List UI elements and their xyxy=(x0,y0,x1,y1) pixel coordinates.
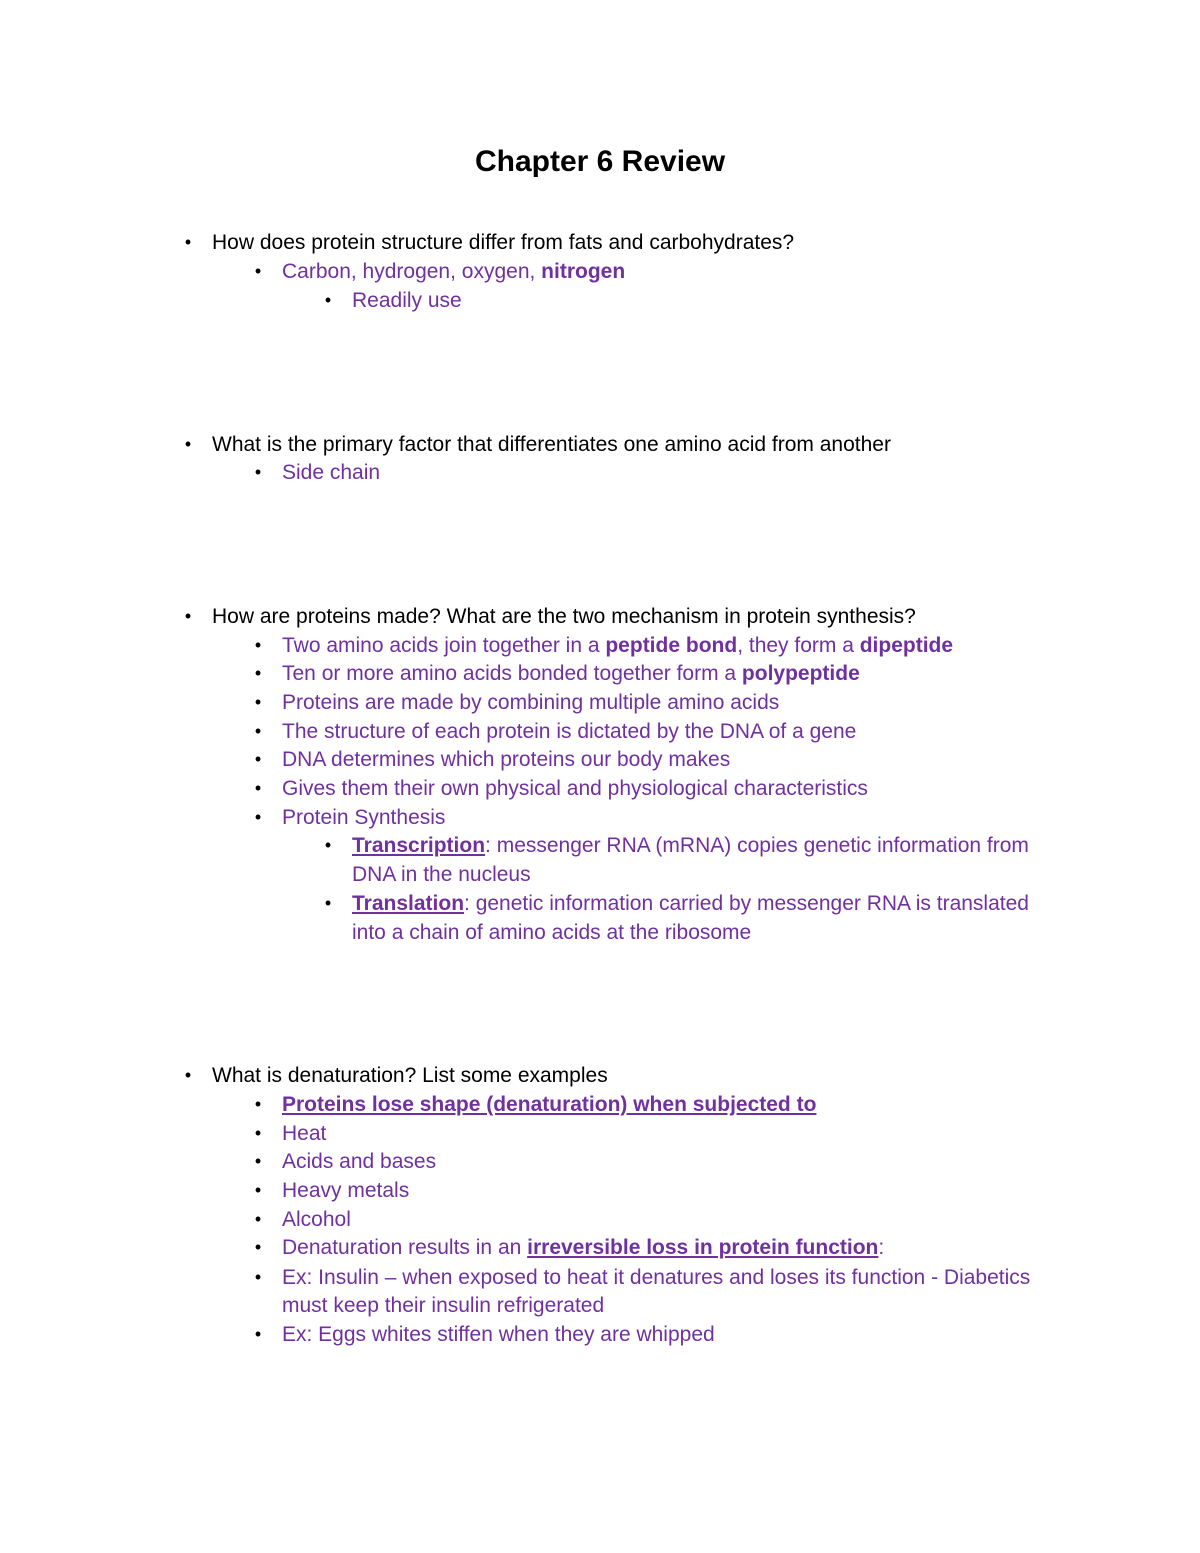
answer-polypeptide xyxy=(254,659,860,688)
answer-bold-term: dipeptide xyxy=(859,634,954,657)
answer-text: Acids and bases xyxy=(282,1150,437,1173)
bullet-icon: • xyxy=(324,835,332,855)
bullet-icon: • xyxy=(254,635,262,655)
bullet-icon: • xyxy=(254,1267,262,1287)
answer-translation-cont xyxy=(352,918,751,947)
question-protein-structure xyxy=(184,228,795,257)
answer-alcohol xyxy=(254,1205,351,1234)
bullet-icon: • xyxy=(184,232,192,252)
question-denaturation xyxy=(184,1061,608,1090)
answer-text: The structure of each protein is dictated by the DNA of a gene xyxy=(282,720,857,743)
bullet-icon: • xyxy=(254,1094,262,1114)
bullet-icon: • xyxy=(324,290,332,310)
bullet-icon: • xyxy=(254,1209,262,1229)
bullet-icon: • xyxy=(254,778,262,798)
answer-heat xyxy=(254,1119,327,1148)
answer-elements xyxy=(254,257,626,286)
answer-lose-shape xyxy=(254,1090,817,1119)
question-text: What is the primary factor that differentiates one amino acid from another xyxy=(212,433,891,456)
bullet-icon: • xyxy=(184,434,192,454)
answer-insulin-example-cont xyxy=(282,1291,604,1320)
answer-text: Two amino acids join together in a xyxy=(282,634,606,657)
bullet-icon: • xyxy=(254,1123,262,1143)
answer-transcription-cont xyxy=(352,860,531,889)
answer-acids-bases xyxy=(254,1147,437,1176)
answer-text: Gives them their own physical and physiological characteristics xyxy=(282,777,868,800)
answer-bold-term: peptide bond xyxy=(605,634,738,657)
answer-side-chain xyxy=(254,458,381,487)
answer-text: Ex: Insulin – when exposed to heat it denatures and loses its function - Diabetics xyxy=(282,1266,1031,1289)
answer-irreversible-loss xyxy=(254,1233,885,1262)
answer-text: : xyxy=(878,1236,885,1259)
answer-text: : messenger RNA (mRNA) copies genetic information from xyxy=(485,834,1029,857)
answer-peptide-bond xyxy=(254,631,954,660)
answer-dna-determines xyxy=(254,745,731,774)
answer-text: DNA determines which proteins our body makes xyxy=(282,748,731,771)
answer-bold-term: polypeptide xyxy=(741,662,860,685)
bullet-icon: • xyxy=(254,749,262,769)
answer-text: Ex: Eggs whites stiffen when they are whipped xyxy=(282,1323,715,1346)
answer-bold-term: irreversible loss in protein function xyxy=(527,1236,879,1259)
bullet-icon: • xyxy=(254,1237,262,1257)
answer-text: Protein Synthesis xyxy=(282,806,446,829)
term-translation: Translation xyxy=(352,892,465,915)
answer-text: : genetic information carried by messenger RNA is translated xyxy=(464,892,1029,915)
answer-characteristics xyxy=(254,774,868,803)
bullet-icon: • xyxy=(324,893,332,913)
answer-protein-synthesis xyxy=(254,803,446,832)
page-title: Chapter 6 Review xyxy=(474,145,726,178)
term-transcription: Transcription xyxy=(352,834,486,857)
answer-text: DNA in the nucleus xyxy=(352,863,531,886)
answer-text: Proteins are made by combining multiple amino acids xyxy=(282,691,780,714)
question-text: What is denaturation? List some examples xyxy=(212,1064,608,1087)
answer-text: , they form a xyxy=(737,634,860,657)
answer-text: into a chain of amino acids at the ribosome xyxy=(352,921,752,944)
bullet-icon: • xyxy=(254,462,262,482)
answer-dna-gene xyxy=(254,717,857,746)
bullet-icon: • xyxy=(184,1065,192,1085)
question-amino-acid-factor xyxy=(184,430,891,459)
bullet-icon: • xyxy=(254,807,262,827)
answer-translation xyxy=(324,889,1029,918)
bullet-icon: • xyxy=(254,692,262,712)
bullet-icon: • xyxy=(254,261,262,281)
answer-text: Heavy metals xyxy=(282,1179,410,1202)
bullet-icon: • xyxy=(254,1151,262,1171)
answer-combining-amino-acids xyxy=(254,688,780,717)
answer-text: Alcohol xyxy=(282,1208,351,1231)
answer-text: Side chain xyxy=(282,461,381,484)
answer-sub-readily-use xyxy=(324,286,462,315)
question-text: How does protein structure differ from fats and carbohydrates? xyxy=(212,231,795,254)
bullet-icon: • xyxy=(184,606,192,626)
answer-text: must keep their insulin refrigerated xyxy=(282,1294,605,1317)
bullet-icon: • xyxy=(254,663,262,683)
answer-bold-term: nitrogen xyxy=(541,260,626,283)
answer-text: Denaturation results in an xyxy=(282,1236,528,1259)
answer-insulin-example xyxy=(254,1263,1031,1292)
answer-egg-whites-example xyxy=(254,1320,715,1349)
answer-text: Readily use xyxy=(352,289,462,312)
answer-text: Ten or more amino acids bonded together form a xyxy=(282,662,742,685)
bullet-icon: • xyxy=(254,721,262,741)
question-text: How are proteins made? What are the two mechanism in protein synthesis? xyxy=(212,605,916,628)
answer-bold-term: Proteins lose shape (denaturation) when subjected to xyxy=(282,1093,817,1116)
bullet-icon: • xyxy=(254,1180,262,1200)
answer-text: Carbon, hydrogen, oxygen, xyxy=(282,260,542,283)
answer-transcription xyxy=(324,831,1029,860)
answer-text: Heat xyxy=(282,1122,327,1145)
answer-heavy-metals xyxy=(254,1176,410,1205)
question-protein-synthesis xyxy=(184,602,916,631)
bullet-icon: • xyxy=(254,1324,262,1344)
